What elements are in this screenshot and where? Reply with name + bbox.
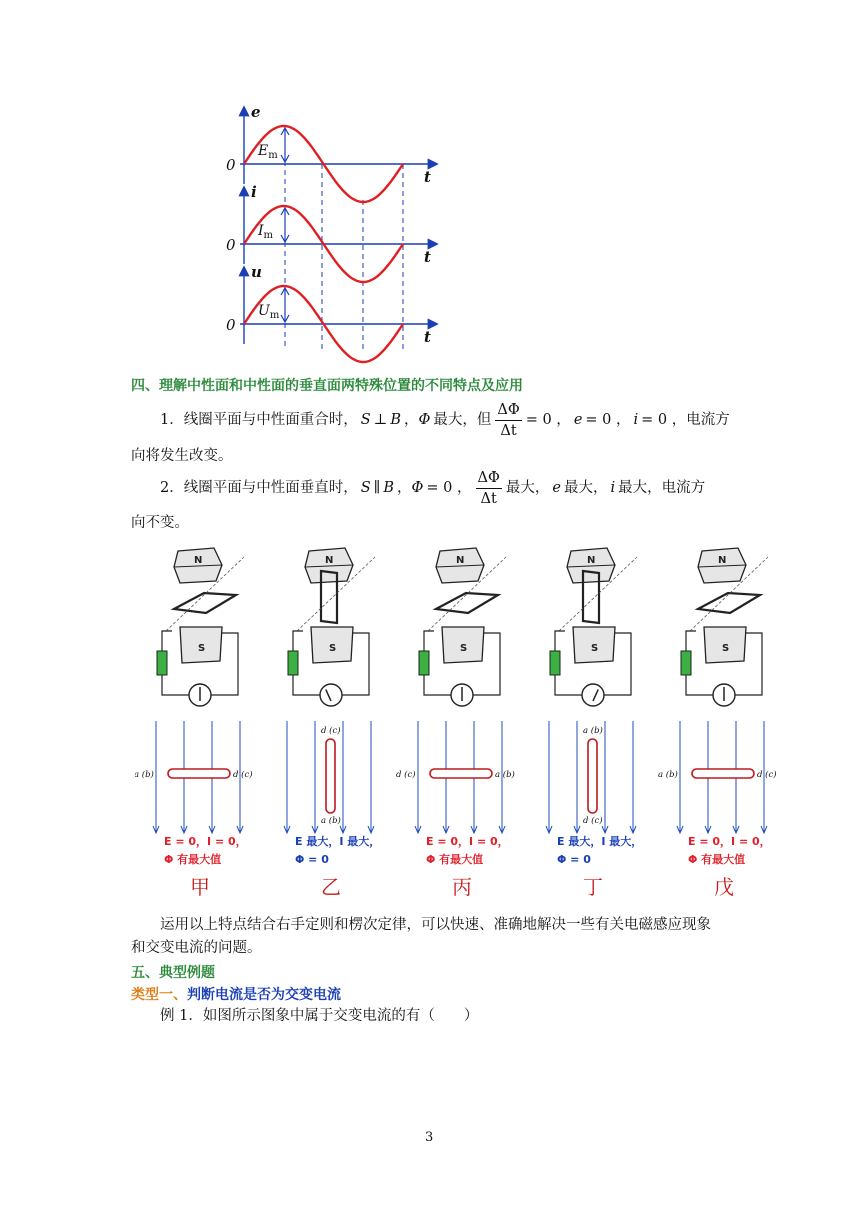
coil-right-label: d (c) [757,770,777,780]
p1-var-i: i [633,412,639,428]
p2-parallel: ∥ [373,480,381,496]
p2-var-phi: Φ [411,480,424,496]
amplitude-subscript-e: m [268,150,278,161]
p1-text-e: = 0 ， [525,412,571,428]
coil-5 [698,593,760,613]
coil-section-1 [168,769,230,778]
section4-paragraph2-cont: 向不变。 [131,515,189,531]
fraction-denominator: Δt [480,490,497,507]
p2-var-s: S [360,480,371,496]
p1-perp: ⊥ [373,412,388,428]
p2-text-c: ， [397,480,412,496]
magnet-n-label: N [194,555,203,566]
section4-paragraph2 [160,465,705,511]
p1-fraction [495,400,521,441]
panel-name: 戊 [714,875,734,899]
t-label-e: t [424,168,431,186]
resistor-5 [681,651,691,675]
example-1: 例 1．如图所示图象中属于交变电流的有（ ） [160,1008,479,1024]
coil-top-label: a (b) [583,726,603,736]
p1-var-e: e [573,412,583,428]
coil-left-label: d (c) [396,770,416,780]
caption-line1: E = 0，I = 0， [426,835,509,848]
coil-right-label: d (c) [233,770,253,780]
fraction-numerator: ΔΦ [495,400,521,421]
generator-figure [135,543,790,900]
p1-text-c: ， [403,412,419,428]
coil-3 [436,593,498,613]
axis-label-i: i [251,183,257,201]
panel-name: 丙 [452,875,472,899]
magnet-s-label: S [460,643,468,654]
ac-waveform-figure [224,100,444,370]
panel-3 [396,548,515,899]
caption-line2: Φ = 0 [295,853,329,866]
section4-paragraph1-cont: 向将发生改变。 [131,448,233,464]
p2-var-e: e [552,480,561,496]
closing-line1: 运用以上特点结合右手定则和楞次定律，可以快速、准确地解决一些有关电磁感应现象 [160,917,711,933]
type-title: 判断电流是否为交变电流 [187,987,341,1003]
section4-heading: 四、理解中性面和中性面的垂直面两特殊位置的不同特点及应用 [131,378,523,394]
caption-line2: Φ 有最大值 [426,853,484,866]
magnet-n-label: N [718,555,727,566]
closing-line2: 和交变电流的问题。 [131,940,262,956]
caption-line2: Φ 有最大值 [164,853,222,866]
coil-right-label: a (b) [495,770,515,780]
p1-text-d: 最大，但 [433,412,492,428]
panel-2 [284,548,380,899]
dashed-guides [285,125,403,350]
galvanometer-4 [582,684,604,706]
p1-var-b: B [390,412,401,428]
fraction-denominator: Δt [500,422,517,439]
caption-line1: E 最大，I 最大， [295,835,381,848]
magnet-s-label: S [591,643,599,654]
panel-4 [546,548,642,899]
coil-bottom-label: d (c) [583,816,603,826]
type-prefix: 类型一、 [131,987,187,1003]
magnet-s-label: S [198,643,206,654]
caption-line2: Φ = 0 [557,853,591,866]
coil-section-5 [692,769,754,778]
p2-text-a: 2．线圈平面与中性面垂直时， [160,480,358,496]
magnet-n-label: N [456,555,465,566]
resistor-3 [419,651,429,675]
axis-label-e: e [251,103,261,121]
coil-section-2 [326,739,335,813]
p2-text-e: 最大， [505,480,550,496]
axis-label-u: u [251,263,262,281]
type-heading [131,984,341,1004]
magnet-n-label: N [587,555,596,566]
panel-name: 丁 [583,875,603,899]
p2-var-i: i [610,480,616,496]
amplitude-label-e: $E_m$ [258,143,278,161]
p2-fraction [476,468,502,509]
panel-5 [658,548,777,899]
waveform-graph-e [226,103,436,202]
caption-line2: Φ 有最大值 [688,853,746,866]
t-label-u: t [424,328,431,346]
waveform-graph-u [226,263,436,362]
p2-text-d: = 0 ， [426,480,472,496]
generator-figure-svg [135,543,790,900]
p1-text-a: 1．线圈平面与中性面重合时， [160,412,358,428]
coil-section-4 [588,739,597,813]
caption-line1: E 最大，I 最大， [557,835,643,848]
section4-paragraph1 [160,397,730,443]
p1-var-phi: Φ [418,412,431,428]
p2-text-f: 最大， [563,480,608,496]
coil-section-3 [430,769,492,778]
magnet-n-label: N [325,555,334,566]
p2-text-g: 最大，电流方 [618,480,706,496]
coil-left-label: a (b) [658,770,678,780]
amplitude-label-u: $U_m$ [258,303,280,321]
panel-name: 乙 [321,875,341,899]
origin-label-i: 0 [226,236,236,254]
magnet-s-label: S [722,643,730,654]
p1-var-s: S [360,412,371,428]
coil-top-label: d (c) [321,726,341,736]
p1-text-f: = 0 ， [585,412,631,428]
resistor-1 [157,651,167,675]
origin-label-e: 0 [226,156,236,174]
amplitude-subscript-u: m [269,310,280,321]
coil-left-label: a (b) [135,770,154,780]
magnet-s-label: S [329,643,337,654]
section5-heading: 五、典型例题 [131,965,215,981]
amplitude-subscript-i: m [263,230,274,241]
resistor-4 [550,651,560,675]
amplitude-label-i: $I_m$ [258,223,274,241]
panel-1 [135,548,253,899]
galvanometer-2 [320,684,342,706]
coil-1 [174,593,236,613]
t-label-i: t [424,248,431,266]
caption-line1: E = 0，I = 0， [688,835,771,848]
fraction-numerator: ΔΦ [476,468,502,489]
panel-name: 甲 [190,875,210,899]
coil-bottom-label: a (b) [321,816,341,826]
page-number: 3 [425,1130,434,1145]
p1-text-g: = 0 ，电流方 [641,412,730,428]
p2-var-b: B [383,480,395,496]
origin-label-u: 0 [226,316,236,334]
resistor-2 [288,651,298,675]
caption-line1: E = 0，I = 0， [164,835,247,848]
